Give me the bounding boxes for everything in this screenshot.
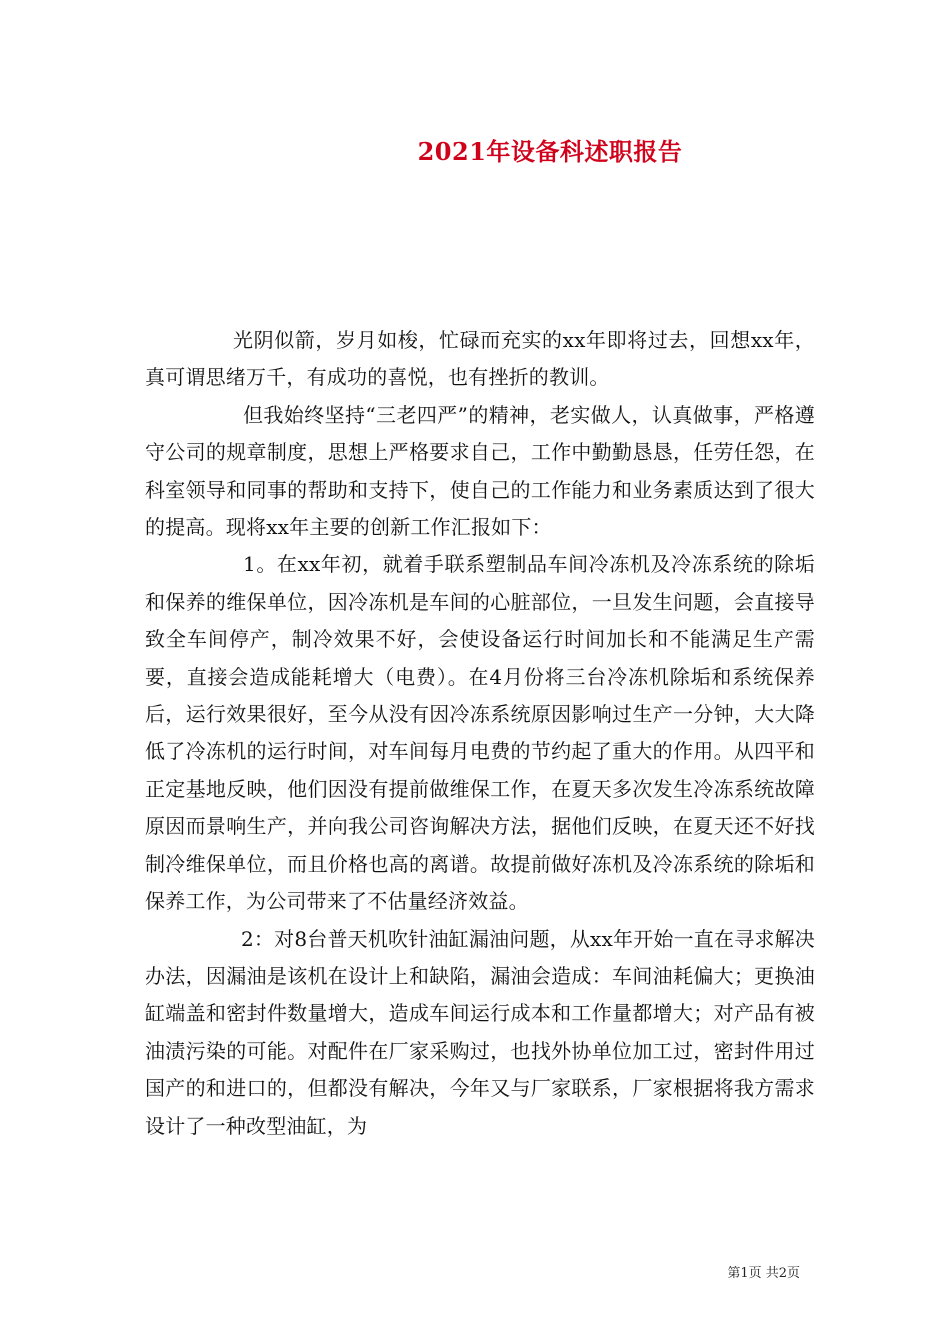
paragraph-principles: 但我始终坚持“三老四严”的精神，老实做人，认真做事，严格遵守公司的规章制度，思想上严格要求自己，工作中勤勤恳恳，任劳任怨，在科室领导和同事的帮助和支持下，使自己的工作能力和业务素质达到了很大的提高。现将xx年主要的创新工作汇报如下：	[145, 402, 815, 540]
document-body	[145, 322, 815, 1145]
page-number-footer: 第1页 共2页	[727, 1266, 800, 1281]
paragraph-item-1: 1。在xx年初，就着手联系塑制品车间冷冻机及冷冻系统的除垢和保养的维保单位，因冷冻机是车间的心脏部位，一旦发生问题，会直接导致全车间停产，制冷效果不好，会使设备运行时间加长和不能满足生产需要，直接会造成能耗增大（电费）。在4月份将三台冷冻机除垢和系统保养后，运行效果很好，至今从没有因冷冻系统原因影响过生产一分钟，大大降低了冷冻机的运行时间，对车间每月电费的节约起了重大的作用。从四平和正定基地反映，他们因没有提前做维保工作，在夏天多次发生冷冻系统故障原因而景响生产，并向我公司咨询解决方法，据他们反映，在夏天还不好找制冷维保单位，而且价格也高的离谱。故提前做好冻机及冷冻系统的除垢和保养工作，为公司带来了不估量经济效益。	[145, 552, 815, 914]
paragraph-item-2: 2：对8台普天机吹针油缸漏油问题，从xx年开始一直在寻求解决办法，因漏油是该机在设计上和缺陷，漏油会造成：车间油耗偏大；更换油缸端盖和密封件数量增大，造成车间运行成本和工作量都增大；对产品有被油渍污染的可能。对配件在厂家采购过，也找外协单位加工过，密封件用过国产的和进口的，但都没有解决，今年又与厂家联系，厂家根据将我方需求设计了一种改型油缸，为	[145, 926, 816, 1138]
document-title: 2021年设备科述职报告	[417, 137, 683, 166]
paragraph-intro: 光阴似箭，岁月如梭，忙碌而充实的xx年即将过去，回想xx年，真可谓思绪万千，有成功的喜悦，也有挫折的教训。	[145, 328, 815, 390]
